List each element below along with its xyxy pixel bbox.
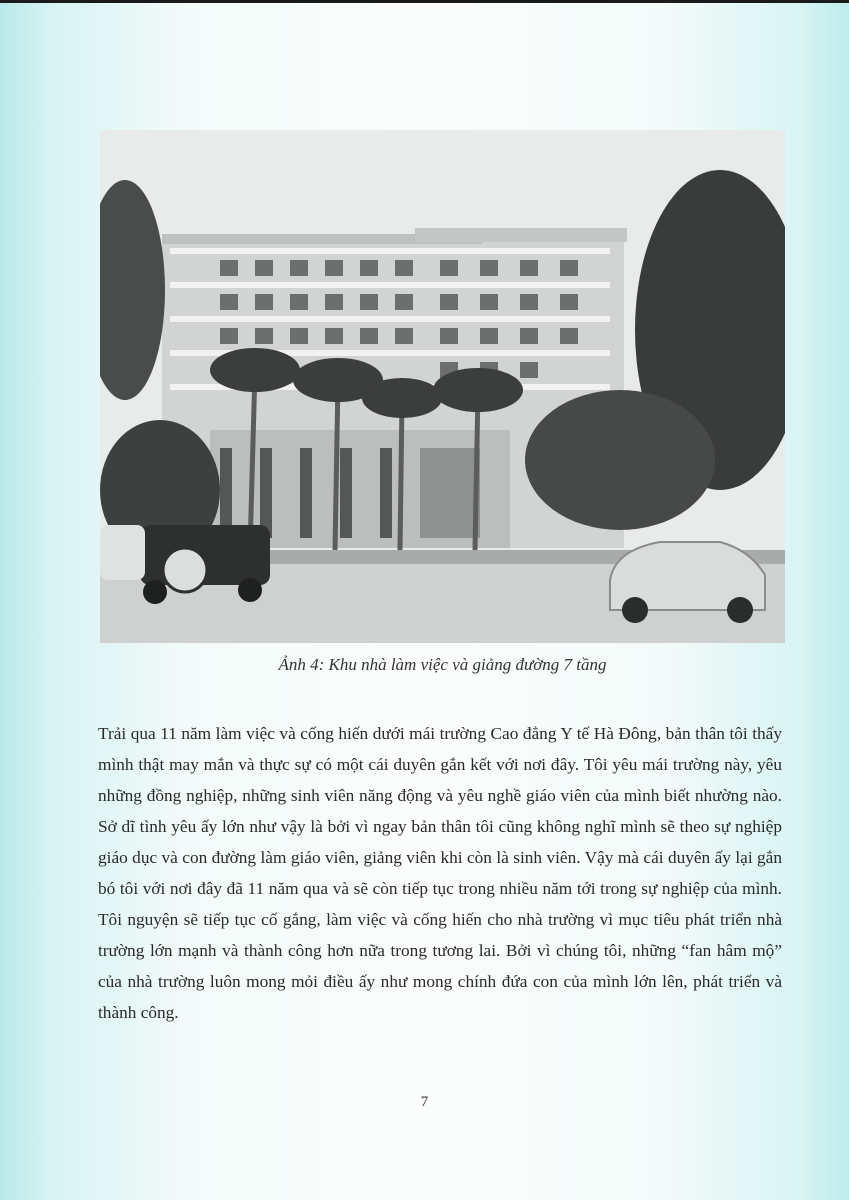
photo-caption: Ảnh 4: Khu nhà làm việc và giảng đường 7 tầng [278,655,607,674]
page-top-edge [0,0,849,3]
body-paragraph: Trải qua 11 năm làm việc và cống hiến dưới mái trường Cao đẳng Y tế Hà Đông, bản thân tôi thấy mình thật may mắn và thực sự có một cái duyên gắn kết với nơi đây. Tôi yêu mái trường này, yêu những đồng nghiệp, những sinh viên năng động và yêu nghề giáo viên của mình biết nhường nào. Sở dĩ tình yêu ấy lớn như vậy là bởi vì ngay bản thân tôi cũng không nghĩ mình sẽ theo sự nghiệp giáo dục và con đường làm giáo viên, giảng viên khi còn là sinh viên. Vậy mà cái duyên ấy lại gắn bó tôi với nơi đây đã 11 năm qua và sẽ còn tiếp tục trong nhiều năm tới trong sự nghiệp của mình. Tôi nguyện sẽ tiếp tục cố gắng, làm việc và cống hiến cho nhà trường vì mục tiêu phát triển nhà trường lớn mạnh và thành công hơn nữa trong tương lai. Bởi vì chúng tôi, những “fan hâm mộ” của nhà trường luôn mong mỏi điều ấy như mong chính đứa con của mình lớn lên, phát triển và thành công. [98,724,782,1022]
page-number: 7 [420,1094,429,1110]
building-photo [100,130,785,643]
